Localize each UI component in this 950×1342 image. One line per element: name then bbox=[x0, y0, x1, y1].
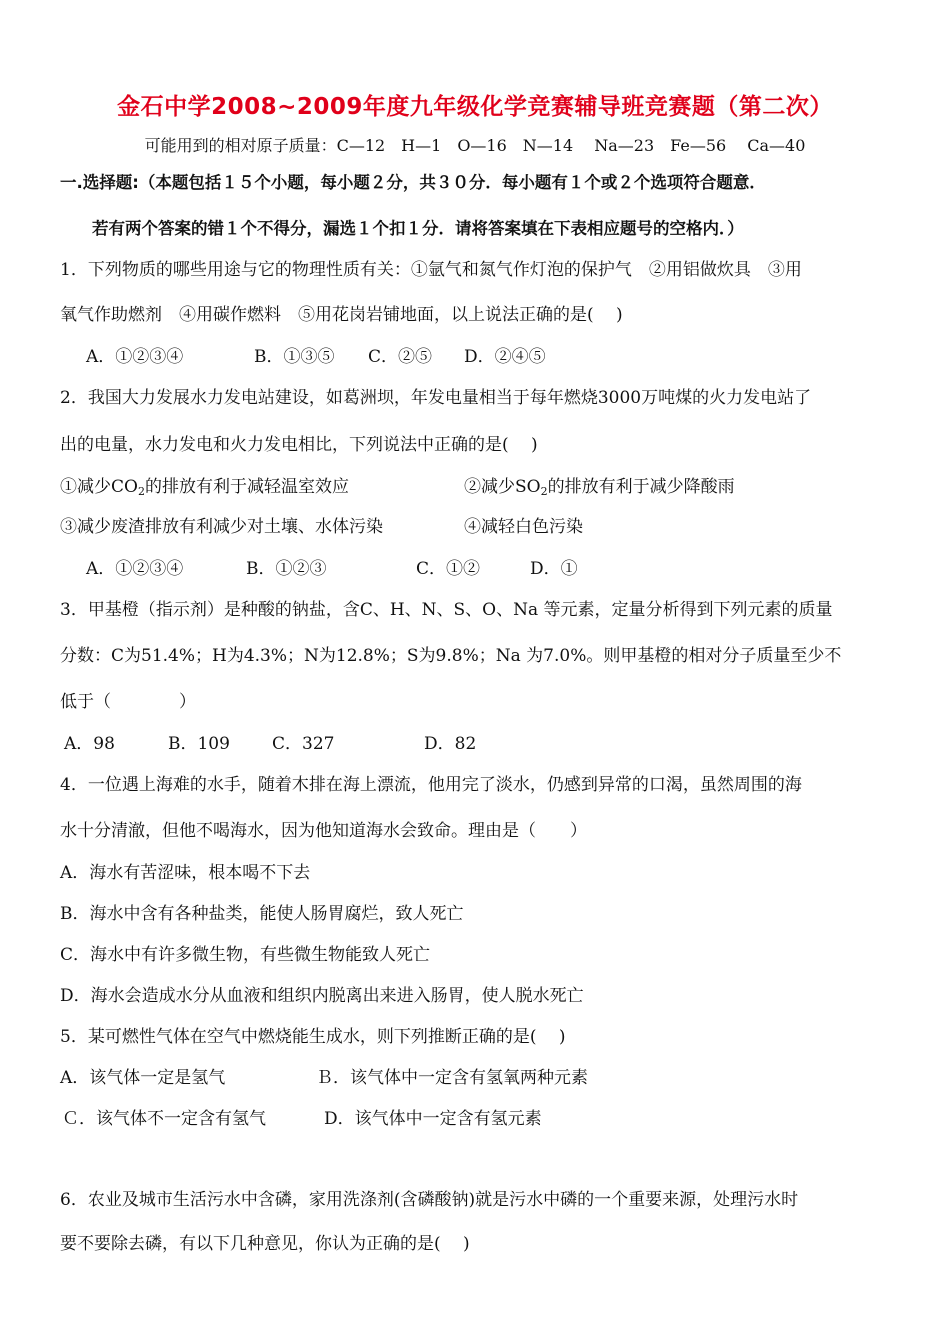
page-title: 金石中学2008~2009年度九年级化学竞赛辅导班竞赛题（第二次） bbox=[117, 94, 833, 120]
section-heading-line2: 若有两个答案的错１个不得分，漏选１个扣１分．请将答案填在下表相应题号的空格内．） bbox=[92, 219, 744, 238]
q1-line1: 1．下列物质的哪些用途与它的物理性质有关：①氩气和氮气作灯泡的保护气 ②用铝做炊具 ③用 bbox=[60, 260, 802, 280]
q3-line3: 低于（ ） bbox=[60, 692, 196, 712]
q2-option-a: A．①②③④ bbox=[86, 559, 184, 579]
q3-option-b: B．109 bbox=[168, 734, 230, 754]
q6-line2: 要不要除去磷，有以下几种意见，你认为正确的是( ) bbox=[60, 1234, 470, 1254]
q4-option-d: D．海水会造成水分从血液和组织内脱离出来进入肠胃，使人脱水死亡 bbox=[60, 986, 584, 1006]
q1-option-b: B．①③⑤ bbox=[254, 347, 335, 367]
q3-option-a: A．98 bbox=[64, 734, 115, 754]
q4-option-c: C．海水中有许多微生物，有些微生物能致人死亡 bbox=[60, 945, 431, 965]
q1-option-c: C．②⑤ bbox=[368, 347, 433, 367]
q3-option-c: C．327 bbox=[272, 734, 335, 754]
q3-line2: 分数：C为51.4%；H为4.3%；N为12.8%；S为9.8%；Na 为7.0%。则甲基橙的相对分子质量至少不 bbox=[60, 646, 842, 666]
q2-option-b: B．①②③ bbox=[246, 559, 327, 579]
q5-option-b: Ｂ．该气体中一定含有氢氧两种元素 bbox=[316, 1068, 588, 1088]
q2-line2: 出的电量，水力发电和火力发电相比，下列说法中正确的是( ) bbox=[60, 435, 538, 455]
q2-option-c: C．①② bbox=[416, 559, 481, 579]
q6-line1: 6．农业及城市生活污水中含磷，家用洗涤剂(含磷酸钠)就是污水中磷的一个重要来源，处理污水时 bbox=[60, 1190, 799, 1210]
q4-option-a: A．海水有苦涩味，根本喝不下去 bbox=[60, 863, 311, 883]
q2-line1: 2．我国大力发展水力发电站建设，如葛洲坝，年发电量相当于每年燃烧3000万吨煤的火力发电站了 bbox=[60, 388, 812, 408]
q1-option-d: D．②④⑤ bbox=[464, 347, 546, 367]
q2-item3: ③减少废渣排放有利减少对土壤、水体污染 bbox=[60, 517, 383, 537]
q4-line1: 4．一位遇上海难的水手，随着木排在海上漂流，他用完了淡水，仍感到异常的口渴，虽然周围的海 bbox=[60, 775, 802, 795]
q1-line2: 氧气作助燃剂 ④用碳作燃料 ⑤用花岗岩铺地面，以上说法正确的是( ) bbox=[60, 305, 623, 325]
q2-item4: ④减轻白色污染 bbox=[464, 517, 583, 537]
q2-option-d: D．① bbox=[530, 559, 578, 579]
q1-option-a: A．①②③④ bbox=[86, 347, 184, 367]
q2-item1: ①减少$CO_2$的排放有利于减轻温室效应 bbox=[60, 477, 349, 498]
section-heading-line1: 一.选择题:（本题包括１５个小题，每小题２分，共３０分．每小题有１个或２个选项符合题意． bbox=[60, 173, 766, 192]
q2-options bbox=[86, 558, 578, 580]
q3-option-d: D．82 bbox=[424, 734, 477, 754]
q5-option-c: Ｃ．该气体不一定含有氢气 bbox=[62, 1109, 266, 1129]
q1-options bbox=[86, 346, 546, 368]
q5-option-a: A．该气体一定是氢气 bbox=[60, 1068, 226, 1088]
atomic-masses: 可能用到的相对原子质量：C—12 H—1 O—16 N—14 Na—23 Fe—56 Ca—40 bbox=[144, 136, 806, 155]
q4-line2: 水十分清澈，但他不喝海水，因为他知道海水会致命。理由是（ ） bbox=[60, 821, 587, 841]
q3-options bbox=[64, 733, 476, 755]
q3-line1: 3．甲基橙（指示剂）是种酸的钠盐，含C、H、N、S、O、Na 等元素，定量分析得到下列元素的质量 bbox=[60, 600, 833, 620]
q2-item2: ②减少$SO_2$的排放有利于减少降酸雨 bbox=[464, 477, 735, 498]
q5-option-d: D．该气体中一定含有氢元素 bbox=[324, 1109, 542, 1129]
q4-option-b: B．海水中含有各种盐类，能使人肠胃腐烂，致人死亡 bbox=[60, 904, 464, 924]
q5-line1: 5．某可燃性气体在空气中燃烧能生成水，则下列推断正确的是( ) bbox=[60, 1027, 566, 1047]
